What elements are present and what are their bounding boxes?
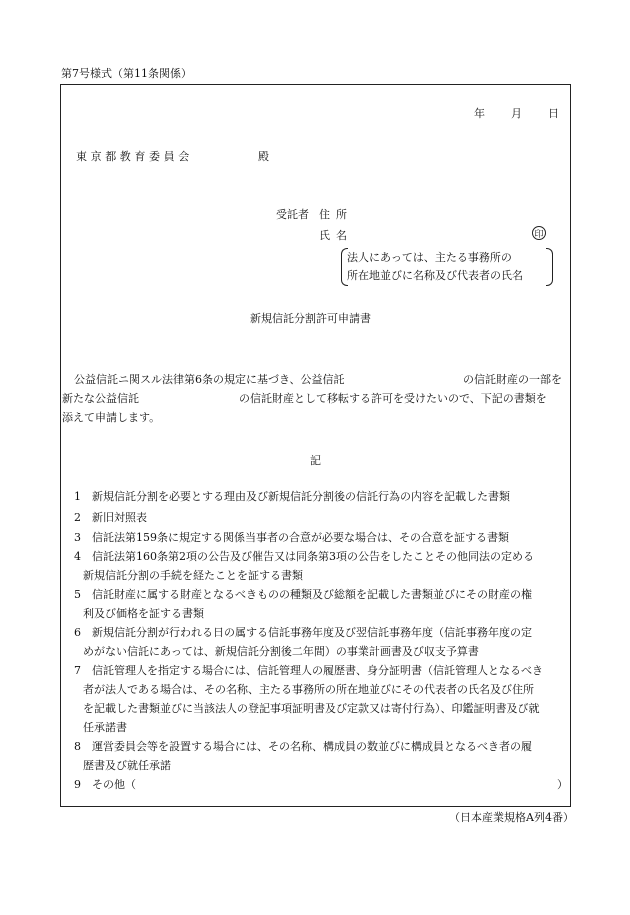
item-number: 6 (74, 626, 81, 639)
item-text: を記載した書類並びに当該法人の登記事項証明書及び定款又は寄付行為）、印鑑証明書及び就 (83, 702, 540, 715)
corporation-note (341, 246, 553, 286)
document-title: 新規信託分割許可申請書 (250, 312, 371, 325)
body-line-3: 添えて申請します。 (62, 411, 161, 424)
item-text: 利及び価格を証する書類 (83, 607, 204, 620)
paper-size-note: （日本産業規格A列4番） (449, 811, 574, 824)
addressee-suffix: 殿 (258, 150, 269, 163)
item-text: 新規信託分割の手続を経たことを証する書類 (83, 569, 303, 582)
item-text: 新規信託分割が行われる日の属する信託事務年度及び翌信託事務年度（信託事務年度の定 (92, 626, 532, 639)
date-line (474, 107, 559, 121)
item-number: 4 (74, 550, 81, 563)
body-line-2a: 新たな公益信託 (62, 392, 139, 405)
addressee: 東京都教育委員会 (76, 150, 193, 163)
item-text: めがない信託にあっては、新規信託分割後二年間）の事業計画書及び収支予算書 (83, 645, 479, 658)
item-number: 2 (74, 511, 81, 524)
body-line-1b: の信託財産の一部を (463, 373, 562, 386)
date-month: 月 (511, 107, 522, 120)
item-text: 新旧対照表 (92, 511, 147, 524)
item-text: 信託法第159条に規定する関係当事者の合意が必要な場合は、その合意を証する書類 (92, 531, 509, 544)
item-number: 7 (74, 664, 81, 677)
date-day: 日 (548, 107, 559, 120)
item-text: 者が法人である場合は、その名称、主たる事務所の所在地並びにその代表者の氏名及び住所 (83, 683, 534, 696)
item-number: 5 (74, 588, 81, 601)
seal-mark: 印 (532, 226, 546, 240)
form-number: 第7号様式（第11条関係） (61, 67, 192, 80)
date-year: 年 (474, 107, 485, 120)
item-text: 新規信託分割を必要とする理由及び新規信託分割後の信託行為の内容を記載した書類 (92, 490, 510, 503)
trustee-label: 受託者 (276, 208, 309, 221)
corp-note-line-1: 法人にあっては、主たる事務所の (347, 251, 512, 264)
item-text: その他（ (92, 778, 136, 791)
item-number: 9 (74, 778, 81, 791)
item-text: 信託財産に属する財産となるべきものの種類及び総額を記載した書類並びにその財産の権 (92, 588, 532, 601)
right-bracket (546, 248, 553, 286)
item-text: 歴書及び就任承諾 (83, 759, 171, 772)
body-line-1a: 公益信託ニ関スル法律第6条の規定に基づき、公益信託 (74, 373, 345, 386)
form-frame (60, 84, 571, 807)
corp-note-line-2: 所在地並びに名称及び代表者の氏名 (347, 269, 523, 282)
item-number: 3 (74, 531, 81, 544)
body-line-2b: の信託財産として移転する許可を受けたいので、下記の書類を (239, 392, 547, 405)
ki-heading: 記 (310, 454, 321, 467)
name-label: 氏名 (319, 229, 353, 242)
address-label: 住所 (319, 208, 353, 221)
item-text: 信託管理人を指定する場合には、信託管理人の履歴書、身分証明書（信託管理人となるべき (92, 664, 543, 677)
item-text: 信託法第160条第2項の公告及び催告又は同条第3項の公告をしたことその他同法の定める (92, 550, 534, 563)
item-number: 1 (74, 490, 81, 503)
item-text: 運営委員会等を設置する場合には、その名称、構成員の数並びに構成員となるべき者の履 (92, 740, 532, 753)
item-text: 任承諾書 (83, 721, 127, 734)
item-number: 8 (74, 740, 81, 753)
item-closing-paren: ） (557, 778, 568, 791)
